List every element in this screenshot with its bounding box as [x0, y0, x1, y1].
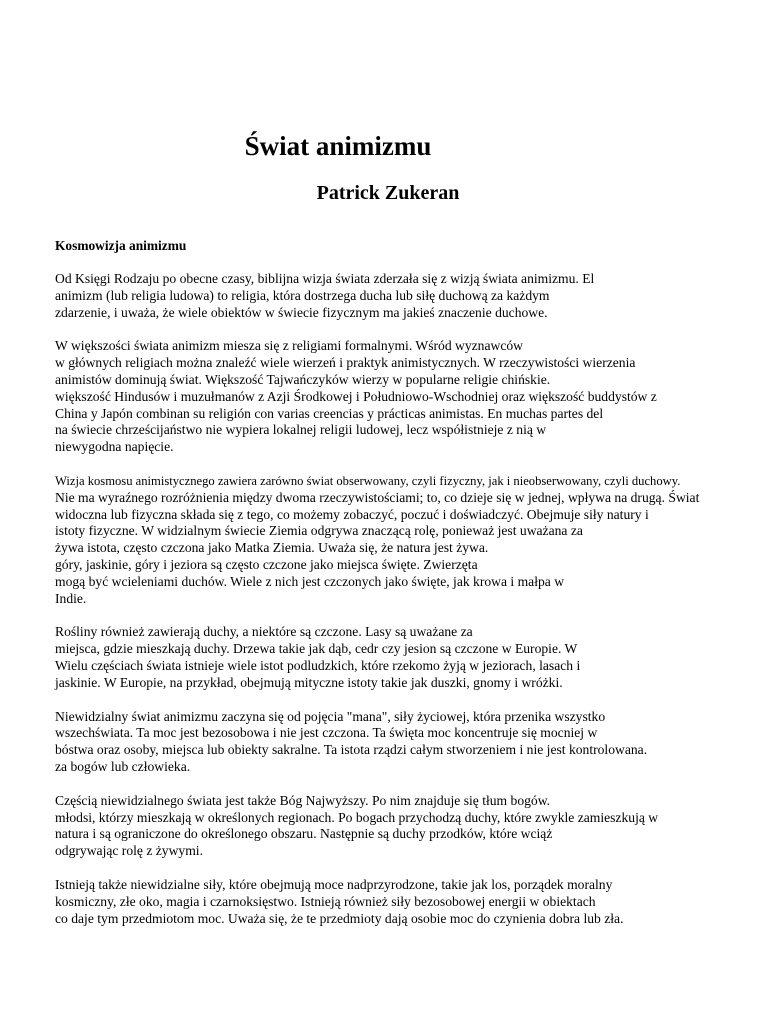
- paragraph-line: Od Księgi Rodzaju po obecne czasy, biblijna wizja świata zderzała się z wizją świata animizmu. El: [55, 271, 595, 286]
- paragraph-line: na świecie chrześcijaństwo nie wypiera lokalnej religii ludowej, lecz współistnieje z nią w: [55, 422, 547, 438]
- paragraph-line: odgrywając rolę z żywymi.: [55, 843, 203, 859]
- paragraph-line: bóstwa oraz osoby, miejsca lub obiekty sakralne. Ta istota rządzi całym stworzeniem i nie jest kontrolowana.: [55, 742, 648, 758]
- paragraph-line: widoczna lub fizyczna składa się z tego, co możemy zobaczyć, poczuć i doświadczyć. Obejmuje siły natury i: [55, 506, 649, 522]
- paragraph-line: China y Japón combinan su religión con varias creencias y prácticas animistas. En muchas partes del: [55, 405, 604, 421]
- paragraph: [55, 473, 760, 607]
- document-body: [55, 237, 760, 944]
- paragraph-line: wszechświata. Ta moc jest bezosobowa i nie jest czczona. Ta święta moc koncentruje się mocniej w: [55, 725, 598, 741]
- paragraph-line: Rośliny również zawierają duchy, a niektóre są czczone. Lasy są uważane za: [55, 624, 473, 640]
- paragraph: [55, 877, 760, 927]
- paragraph-line: animizm (lub religia ludowa) to religia, która dostrzega ducha lub siłę duchową za każdym: [55, 287, 550, 303]
- paragraph-line: w głównych religiach można znaleźć wiele wierzeń i praktyk animistycznych. W rzeczywistości wierzenia: [55, 355, 636, 371]
- paragraph-line: zdarzenie, i uważa, że wiele obiektów w świecie fizycznym ma jakieś znaczenie duchowe.: [55, 304, 548, 320]
- paragraph: [55, 793, 760, 860]
- paragraph: [55, 709, 760, 776]
- paragraph-line: Nie ma wyraźnego rozróżnienia między dwoma rzeczywistościami; to, co dzieje się w jednej, wpływa na drugą. Świat: [55, 489, 700, 505]
- paragraph-line: miejsca, gdzie mieszkają duchy. Drzewa takie jak dąb, cedr czy jesion są czczone w Europie. W: [55, 641, 578, 657]
- paragraph-line: Częścią niewidzialnego świata jest także Bóg Najwyższy. Po nim znajduje się tłum bogów.: [55, 792, 551, 808]
- paragraph-line: Indie.: [55, 590, 87, 606]
- paragraph-line: młodsi, którzy mieszkają w określonych regionach. Po bogach przychodzą duchy, które zwykle zamieszkują w: [55, 809, 659, 825]
- paragraph-line: natura i są ograniczone do określonego obszaru. Następnie są duchy przodków, które wciąż: [55, 826, 553, 842]
- paragraph-line: animistów dominują świat. Większość Tajwańczyków wierzy w popularne religie chińskie.: [55, 371, 551, 387]
- paragraph-line: niewygodna napięcie.: [55, 439, 174, 455]
- paragraph-line: żywa istota, często czczona jako Matka Ziemia. Uważa się, że natura jest żywa.: [55, 540, 489, 556]
- section-heading: Kosmowizja animizmu: [55, 238, 187, 253]
- paragraph-line: Wizja kosmosu animistycznego zawiera zarówno świat obserwowany, czyli fizyczny, jak i nieobserwowany, czyli duchowy.: [55, 473, 681, 488]
- paragraph-line: jaskinie. W Europie, na przykład, obejmują mityczne istoty takie jak duszki, gnomy i wróżki.: [55, 674, 563, 690]
- paragraph-line: co daje tym przedmiotom moc. Uważa się, że te przedmioty dają osobie moc do czynienia dobra lub zła.: [55, 910, 624, 926]
- paragraph-line: W większości świata animizm miesza się z religiami formalnymi. Wśród wyznawców: [55, 338, 523, 354]
- paragraph-container: [55, 271, 760, 927]
- paragraph-line: Istnieją także niewidzialne siły, które obejmują moce nadprzyrodzone, takie jak los, porządek moralny: [55, 876, 613, 892]
- paragraph-line: góry, jaskinie, góry i jeziora są często czczone jako miejsca święte. Zwierzęta: [55, 556, 478, 572]
- paragraph-line: większość Hindusów i muzułmanów z Azji Środkowej i Południowo-Wschodniej oraz większość buddystów z: [55, 388, 657, 404]
- paragraph-line: kosmiczny, złe oko, magia i czarnoksięstwo. Istnieją również siły bezosobowej energii w obiektach: [55, 893, 596, 909]
- paragraph-line: istoty fizyczne. W widzialnym świecie Ziemia odgrywa znaczącą rolę, ponieważ jest uważana za: [55, 523, 583, 539]
- paragraph-line: za bogów lub człowieka.: [55, 758, 191, 774]
- page-title: Świat animizmu: [244, 131, 432, 161]
- author-name: Patrick Zukeran: [316, 182, 460, 204]
- paragraph: [55, 338, 760, 456]
- paragraph-line: Niewidzialny świat animizmu zaczyna się od pojęcia "mana", siły życiowej, która przenika wszystko: [55, 708, 606, 724]
- paragraph-line: Wielu częściach świata istnieje wiele istot podludzkich, które rzekomo żyją w jeziorach, lasach i: [55, 657, 581, 673]
- paragraph: [55, 624, 760, 691]
- paragraph: [55, 271, 760, 321]
- paragraph-line: mogą być wcieleniami duchów. Wiele z nich jest czczonych jako święte, jak krowa i małpa w: [55, 573, 565, 589]
